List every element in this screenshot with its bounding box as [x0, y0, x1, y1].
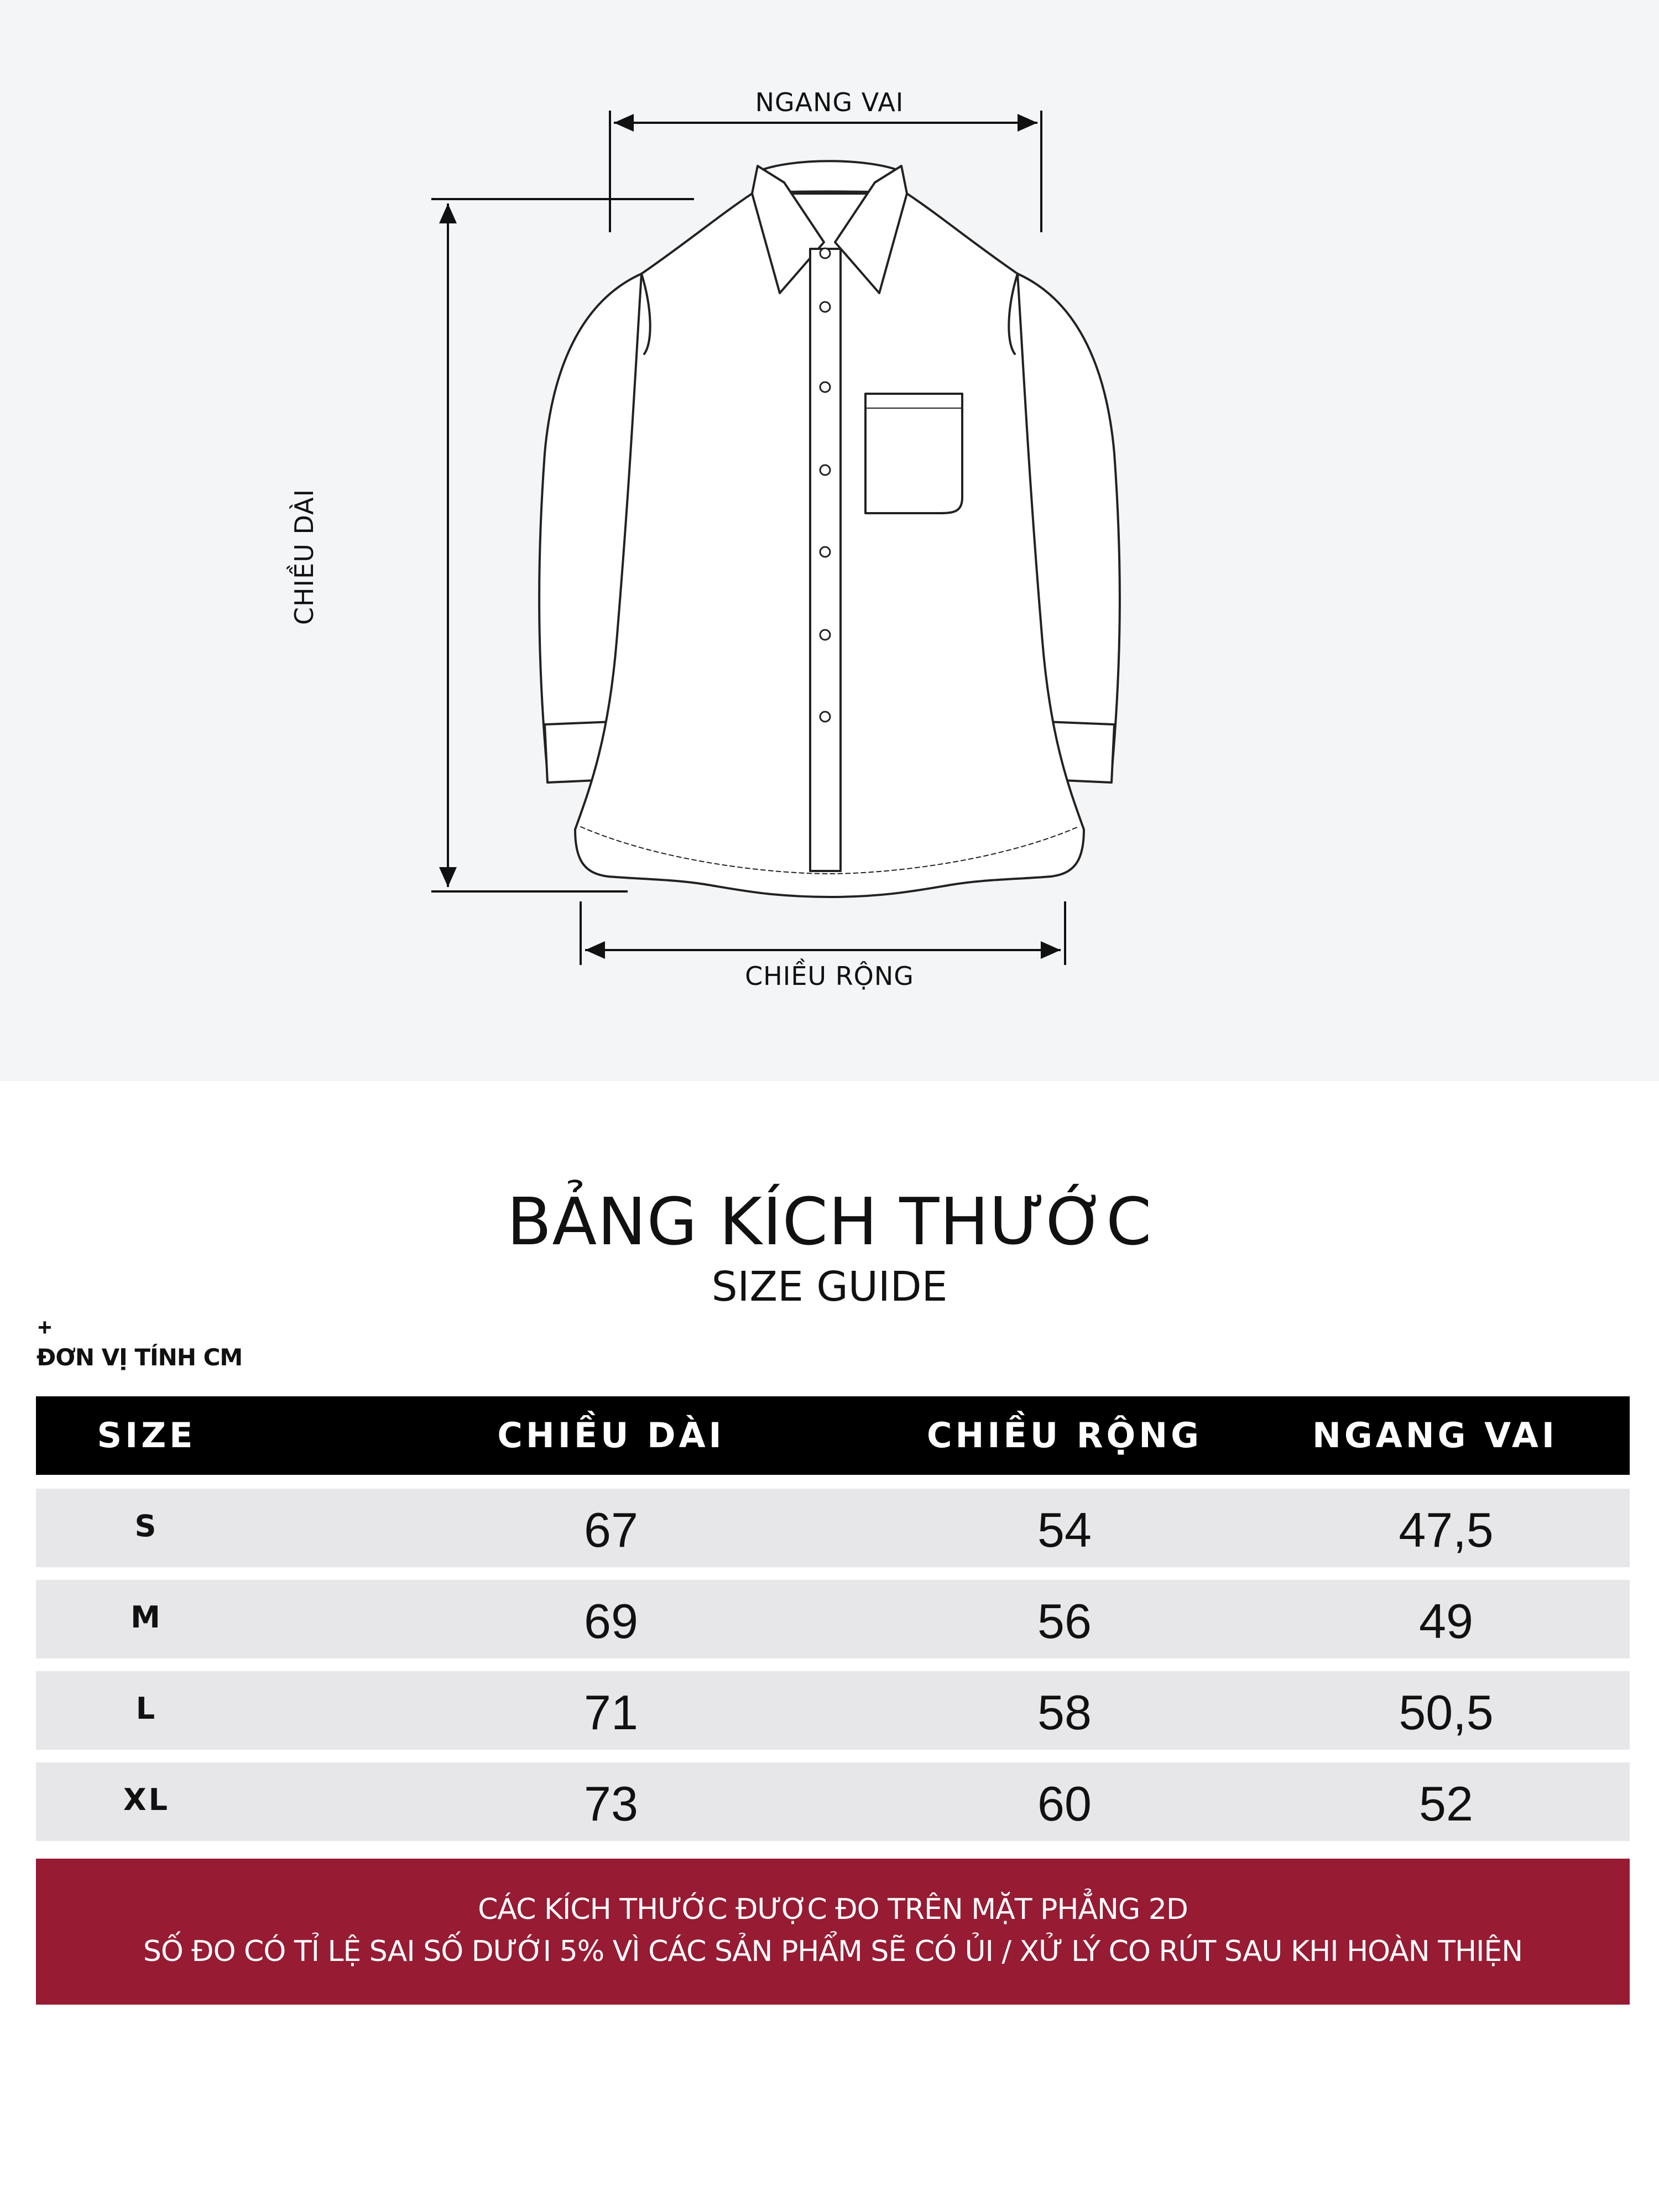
table-row [36, 1671, 1630, 1750]
length-cell: 73 [584, 1776, 638, 1831]
header-shoulder: NGANG VAI [1312, 1415, 1558, 1455]
size-cell: S [134, 1509, 159, 1543]
width-cell: 54 [1037, 1503, 1092, 1557]
length-label: CHIỀU DÀI [289, 488, 319, 625]
table-row [36, 1489, 1630, 1567]
size-cell: XL [123, 1782, 170, 1817]
size-cell: L [135, 1691, 158, 1726]
table-row [36, 1580, 1630, 1658]
page-title: BẢNG KÍCH THƯỚC [507, 1183, 1152, 1260]
shirt-diagram [0, 0, 1659, 1081]
shoulder-cell: 50,5 [1399, 1685, 1494, 1740]
table-header [36, 1396, 1630, 1475]
width-label: CHIỀU RỘNG [745, 961, 914, 991]
length-cell: 71 [584, 1685, 638, 1740]
header-length: CHIỀU DÀI [497, 1415, 725, 1455]
header-size: SIZE [97, 1415, 196, 1455]
width-cell: 58 [1037, 1685, 1092, 1740]
shirt-illustration [539, 161, 1120, 897]
page-subtitle: SIZE GUIDE [711, 1263, 948, 1311]
shoulder-label: NGANG VAI [755, 87, 904, 117]
length-cell: 67 [584, 1503, 638, 1557]
shoulder-cell: 47,5 [1399, 1503, 1494, 1557]
width-cell: 56 [1037, 1594, 1092, 1648]
shoulder-cell: 49 [1419, 1594, 1473, 1648]
plus-icon: + [38, 1314, 52, 1341]
measurement-note-banner [36, 1859, 1630, 2005]
header-width: CHIỀU RỘNG [927, 1415, 1202, 1455]
note-line-1: CÁC KÍCH THƯỚC ĐƯỢC ĐO TRÊN MẶT PHẲNG 2D [478, 1893, 1188, 1926]
shirt-diagram-panel [0, 0, 1659, 1081]
length-cell: 69 [584, 1594, 638, 1648]
unit-note: ĐƠN VỊ TÍNH CM [36, 1344, 243, 1371]
width-cell: 60 [1037, 1776, 1092, 1831]
table-row [36, 1762, 1630, 1841]
shoulder-cell: 52 [1419, 1776, 1473, 1831]
size-cell: M [131, 1600, 163, 1635]
note-line-2: SỐ ĐO CÓ TỈ LỆ SAI SỐ DƯỚI 5% VÌ CÁC SẢN PHẨM SẼ CÓ ỦI / XỬ LÝ CO RÚT SAU KHI HOÀN THIỆN [143, 1935, 1523, 1968]
width-measure [581, 901, 1065, 965]
